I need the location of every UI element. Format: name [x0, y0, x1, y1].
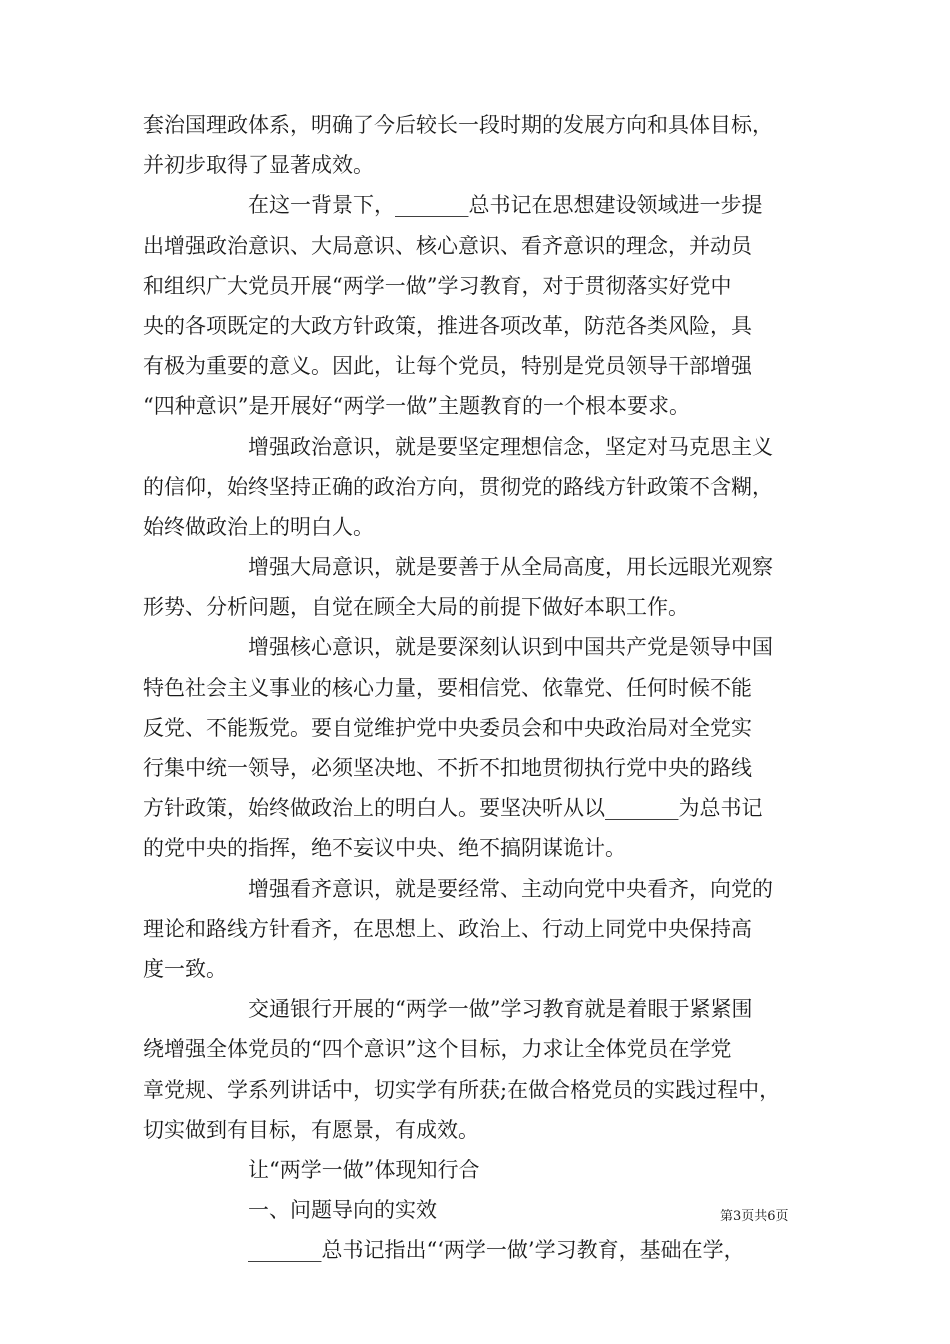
text-line: 在这一背景下，_______总书记在思想建设领域进一步提 — [248, 193, 763, 218]
text-line: 交通银行开展的“两学一做”学习教育就是着眼于紧紧围 — [248, 997, 753, 1022]
text-line: 章党规、学系列讲话中，切实学有所获;在做合格党员的实践过程中， — [143, 1077, 781, 1102]
text-line: 和组织广大党员开展“两学一做”学习教育，对于贯彻落实好党中 — [143, 273, 732, 298]
text-line: 出增强政治意识、大局意识、核心意识、看齐意识的理念，并动员 — [143, 233, 752, 258]
text-line: 增强大局意识，就是要善于从全局高度，用长远眼光观察 — [248, 555, 773, 580]
subsection-heading: 一、问题导向的实效 — [248, 1198, 437, 1223]
text-line: 行集中统一领导，必须坚决地、不折不扣地贯彻执行党中央的路线 — [143, 756, 752, 780]
text-line: 并初步取得了显著成效。 — [143, 153, 374, 178]
text-line: _______总书记指出“‘两学一做’学习教育，基础在学， — [248, 1238, 745, 1263]
body-text — [143, 105, 863, 1270]
text-line: “四种意识”是开展好“两学一做”主题教育的一个根本要求。 — [143, 394, 690, 419]
text-line: 央的各项既定的大政方针政策，推进各项改革，防范各类风险，具 — [143, 313, 752, 338]
page-number-footer: 第3页共6页 — [720, 1209, 789, 1224]
text-line: 始终做政治上的明白人。 — [143, 514, 374, 539]
text-line: 增强政治意识，就是要坚定理想信念，坚定对马克思主义 — [248, 434, 773, 459]
text-line: 方针政策，始终做政治上的明白人。要坚决听从以_______为总书记 — [143, 796, 763, 821]
text-line: 特色社会主义事业的核心力量，要相信党、依靠党、任何时候不能 — [143, 675, 752, 700]
text-line: 有极为重要的意义。因此，让每个党员，特别是党员领导干部增强 — [143, 354, 752, 379]
text-line: 度一致。 — [143, 956, 227, 981]
text-line: 增强核心意识，就是要深刻认识到中国共产党是领导中国 — [248, 635, 773, 660]
text-line: 反党、不能叛党。要自觉维护党中央委员会和中央政治局对全党实 — [143, 715, 752, 740]
text-line: 套治国理政体系，明确了今后较长一段时期的发展方向和具体目标， — [143, 113, 773, 137]
text-line: 的党中央的指挥，绝不妄议中央、绝不搞阴谋诡计。 — [143, 836, 626, 861]
text-line: 切实做到有目标，有愿景，有成效。 — [143, 1117, 479, 1142]
text-line: 形势、分析问题，自觉在顾全大局的前提下做好本职工作。 — [143, 595, 689, 620]
text-line: 绕增强全体党员的“四个意识”这个目标，力求让全体党员在学党 — [143, 1037, 732, 1062]
text-line: 的信仰，始终坚持正确的政治方向，贯彻党的路线方针政策不含糊， — [143, 474, 773, 499]
text-line: 理论和路线方针看齐，在思想上、政治上、行动上同党中央保持高 — [143, 916, 752, 941]
text-line: 增强看齐意识，就是要经常、主动向党中央看齐，向党的 — [248, 876, 773, 901]
section-heading: 让“两学一做”体现知行合 — [248, 1157, 480, 1182]
